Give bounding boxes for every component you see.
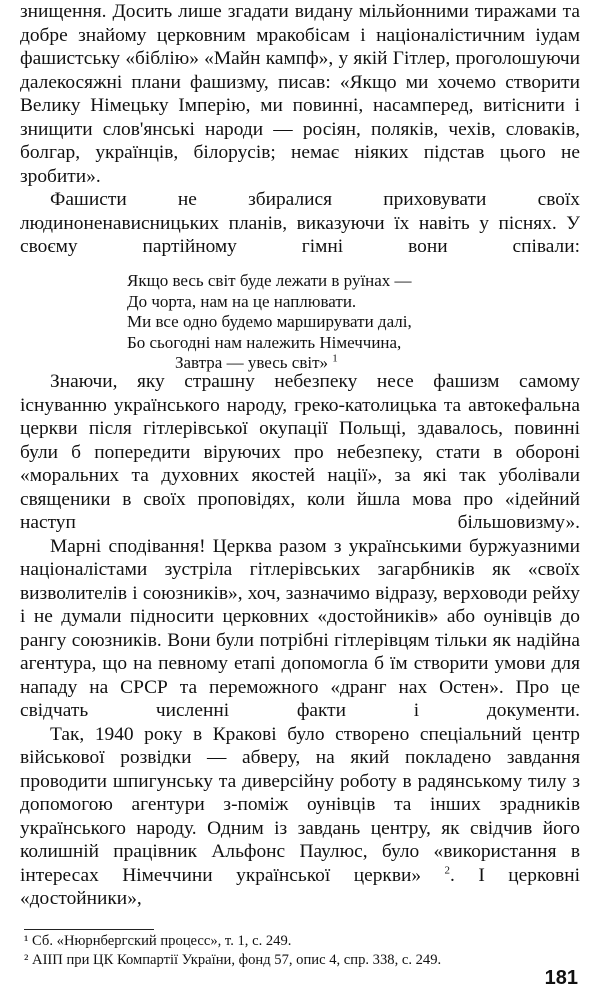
poem-line-3: Ми все одно будемо марширувати далі, [127, 312, 412, 332]
paragraph-3: Знаючи, яку страшну небезпеку несе фашизм самому існуванню українського народу, греко-католицька та автокефальна церкви після гітлерівської окупації Польщі, здавалось, повинні були б попередити віруючих про небезпеку, стати в обороні «моральних та духовних якостей нації», за які так уболівали священики в своїх проповідях, коли йшла мова про «ідейний наступ більшовизму». [20, 371, 580, 533]
poem-line-1: Якщо весь світ буде лежати в руїнах — [127, 271, 412, 290]
footnote-ref-1: 1 [332, 352, 338, 365]
footnote-2: ² АІІП при ЦК Компартії України, фонд 57, опис 4, спр. 338, с. 249. [24, 951, 442, 968]
anthem-quote [127, 271, 487, 374]
poem-line-5-text: Завтра — увесь світ» [175, 353, 329, 373]
paragraph-1: знищення. Досить лише згадати видану мільйонними тиражами та добре знайому церковним мракобісам і націоналістичним іудам фашистську «біблію» «Майн кампф», у якій Гітлер, проголошуючи далекосяжні плани фашизму, писав: «Якщо ми хочемо створити Велику Німецьку Імперію, ми повинні, насамперед, витіснити і знищити слов'янські народи — росіян, поляків, чехів, словаків, болгар, українців, білорусів; немає ніяких підстав цього не зробити». [20, 1, 580, 187]
paragraph-4: Марні сподівання! Церква разом з українськими буржуазними націоналістами зустріла гітлерівських загарбників як «своїх визволителів і союзників», хоч, зазначимо відразу, верховоди рейху і не думали підносити церковних «достойників» або оунівців до рангу союзників. Вони були потрібні гітлерівцям тільки як надійна агентура, що на певному етапі допомогла б їм створити умови для нападу на СРСР та переможного «дранг нах Остен». Про це свідчать численні факти і документи. [20, 535, 580, 721]
paragraph-5-text: Так, 1940 року в Кракові було створено спеціальний центр військової розвідки — абверу, на який покладено завдання проводити шпигунську та диверсійну роботу в радянському тилу з допомогою агентури з-поміж оунівців та інших зрадників українського народу. Одним із завдань центру, як свідчив його колишній працівник Альфонс Паулюс, було «використання в інтересах Німеччини української церкви» [20, 723, 580, 886]
paragraph-5 [20, 723, 580, 911]
footnotes [24, 932, 584, 969]
poem-line-2: До чорта, нам на це наплювати. [127, 291, 357, 311]
page-number: 181 [544, 967, 578, 989]
footnote-ref-2: 2 [444, 864, 451, 877]
main-text-top [20, 0, 580, 259]
paragraph-2: Фашисти не збиралися приховувати своїх людиноненависницьких планів, виказуючи їх навіть у піснях. У своєму партійному гімні вони співали: [20, 189, 580, 257]
paragraph-5-tail: . І церковні «достойники», [20, 864, 580, 909]
footnote-1: ¹ Сб. «Нюрнбергский процесс», т. 1, с. 249. [24, 933, 292, 949]
main-text-bottom [20, 370, 580, 911]
poem-line-4: Бо сьогодні нам належить Німеччина, [127, 332, 402, 352]
footnote-divider [24, 929, 154, 930]
